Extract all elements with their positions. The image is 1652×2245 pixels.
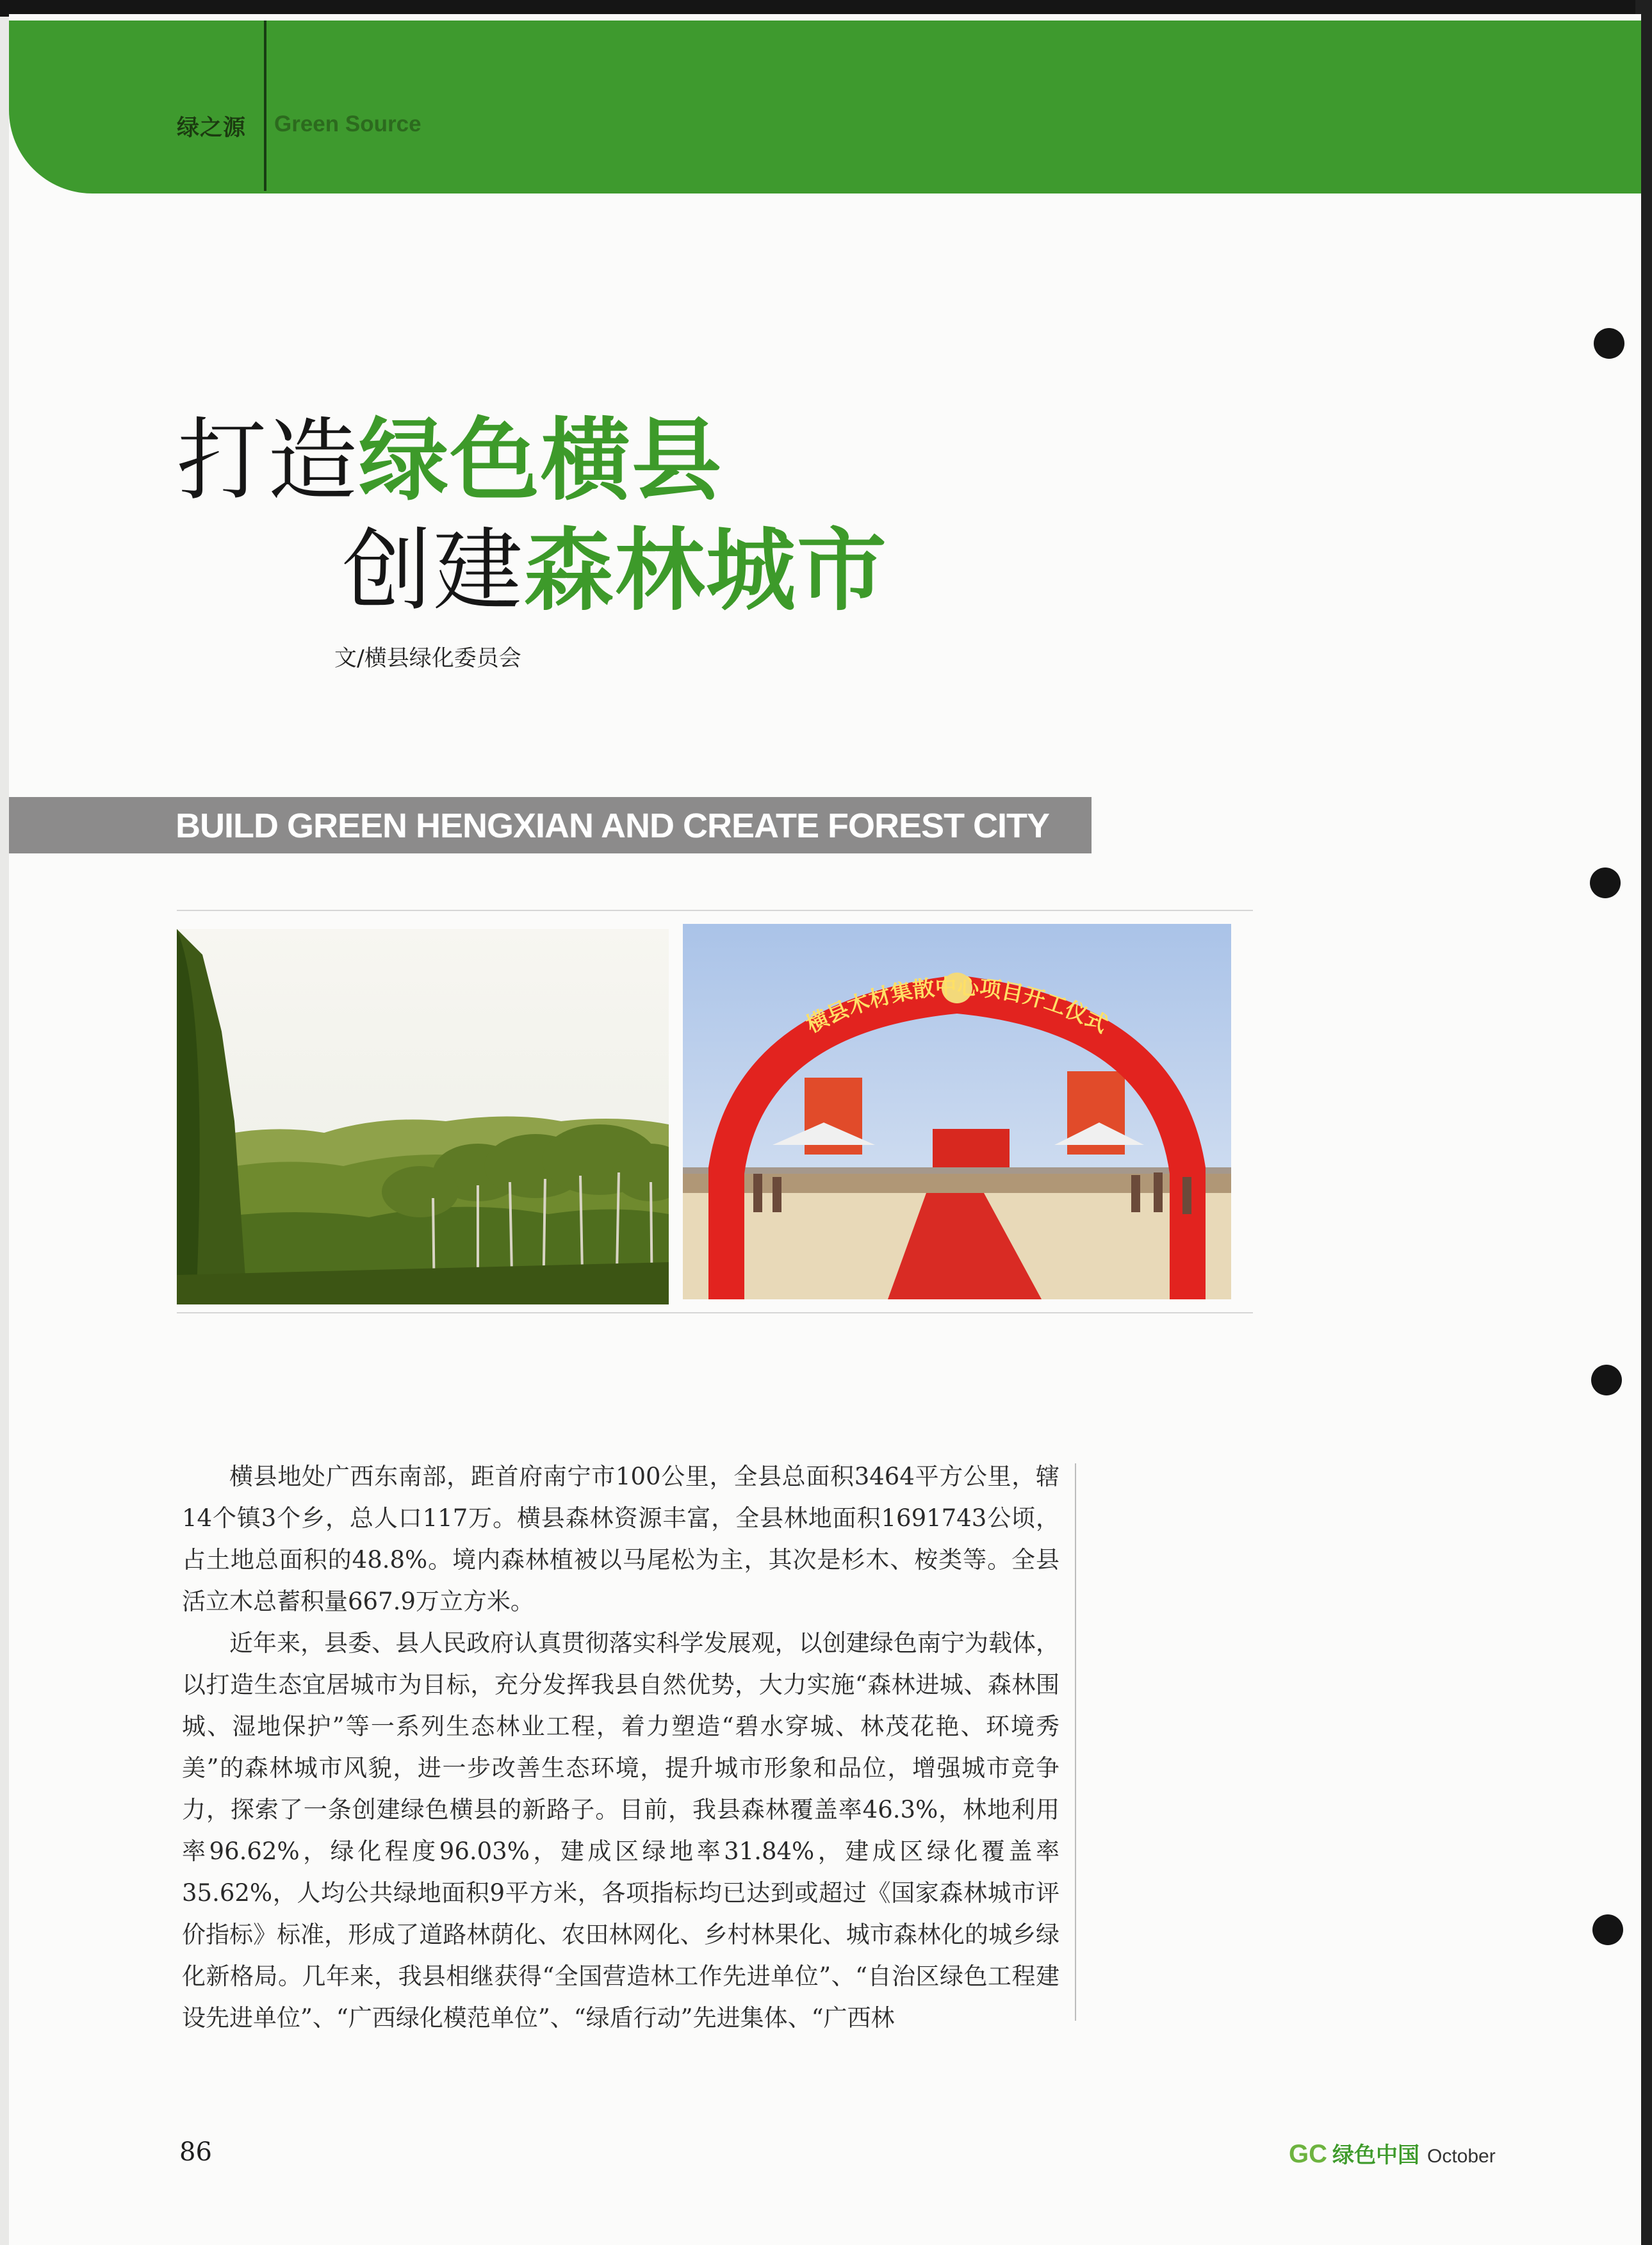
- section-title-cn: 绿之源: [177, 115, 247, 141]
- title-1-black: 打造: [177, 409, 359, 513]
- article-body: [182, 1456, 1059, 2039]
- punch-hole: [1590, 868, 1621, 898]
- title-1-green: 绿色横县: [359, 409, 723, 513]
- header-band: [9, 21, 1641, 193]
- title-2-black: 创建: [342, 519, 525, 623]
- photo-rule-bottom: [177, 1312, 1253, 1313]
- ceremony-arch-image: [683, 924, 1231, 1299]
- magazine-page: [9, 14, 1641, 2245]
- footer-brand: [1289, 2137, 1496, 2169]
- section-title-en: Green Source: [274, 111, 421, 136]
- ceremony-arch-photo: [683, 924, 1231, 1299]
- paragraph-2: 近年来，县委、县人民政府认真贯彻落实科学发展观，以创建绿色南宁为载体，以打造生态宜居城市为目标，充分发挥我县自然优势，大力实施“森林进城、森林围城、湿地保护”等一系列生态林业工程，着力塑造“碧水穿城、林茂花艳、环境秀美”的森林城市风貌，进一步改善生态环境，提升城市形象和品位，增强城市竞争力，探索了一条创建绿色横县的新路子。目前，我县森林覆盖率46.3%，林地利用率96.62%，绿化程度96.03%，建成区绿地率31.84%，建成区绿化覆盖率35.62%，人均公共绿地面积9平方米，各项指标均已达到或超过《国家森林城市评价指标》标准，形成了道路林荫化、农田林网化、乡村林果化、城市森林化的城乡绿化新格局。几年来，我县相继获得“全国营造林工作先进单位”、“自治区绿色工程建设先进单位”、“广西绿化模范单位”、“绿盾行动”先进集体、“广西林: [182, 1629, 1059, 2032]
- photo-rule-top: [177, 910, 1253, 911]
- arch-banner-text: 横县木材集散中心项目开工仪式: [802, 974, 1112, 1039]
- english-title: BUILD GREEN HENGXIAN AND CREATE FOREST CITY: [176, 807, 1050, 845]
- magazine-name: 绿色中国: [1332, 2142, 1419, 2168]
- punch-hole: [1594, 328, 1624, 359]
- forest-hills-photo: [177, 929, 669, 1304]
- section-tag: [177, 110, 421, 142]
- punch-hole: [1591, 1365, 1622, 1395]
- header-divider: [264, 21, 266, 191]
- byline: 文/横县绿化委员会: [334, 646, 521, 671]
- forest-hills-image: [177, 929, 669, 1304]
- paragraph-1: 横县地处广西东南部，距首府南宁市100公里，全县总面积3464平方公里，辖14个镇3个乡，总人口117万。横县森林资源丰富，全县林地面积1691743公顷，占土地总面积的48.8%。境内森林植被以马尾松为主，其次是杉木、桉类等。全县活立木总蓄积量667.9万立方米。: [182, 1463, 1059, 1615]
- punch-hole: [1592, 1914, 1623, 1945]
- title-2-green: 森林城市: [524, 519, 888, 623]
- title-line-1: [177, 409, 723, 513]
- issue-month: October: [1427, 2146, 1496, 2167]
- magazine-logo: GC: [1289, 2140, 1327, 2168]
- page-number: 86: [179, 2137, 212, 2167]
- column-rule: [1075, 1463, 1076, 2021]
- title-line-2: [342, 519, 888, 623]
